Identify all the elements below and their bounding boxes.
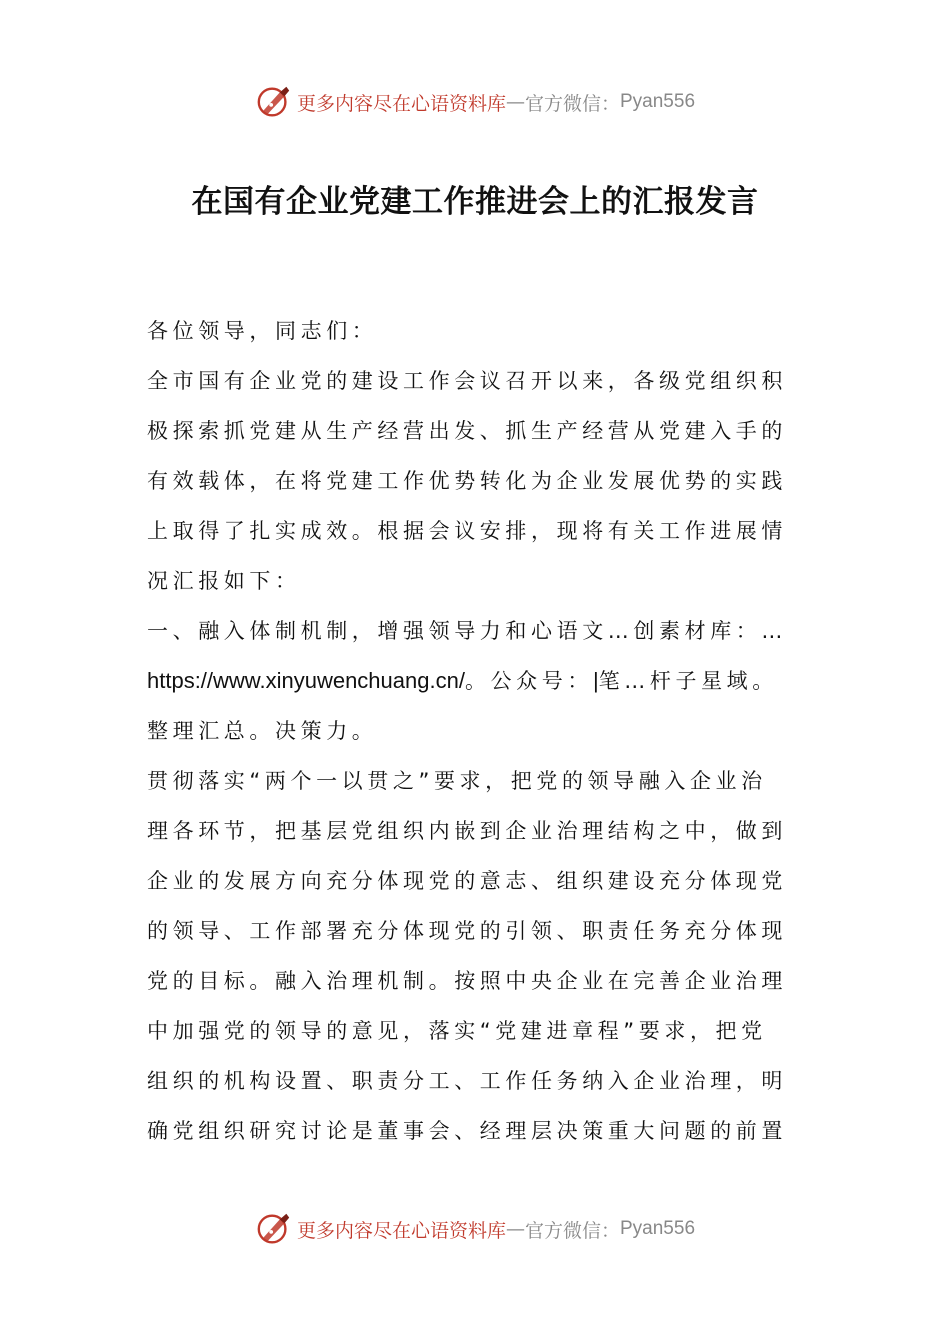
document-title: 在国有企业党建工作推进会上的汇报发言 bbox=[191, 184, 759, 220]
banner-wechat-label: 官方微信： bbox=[524, 92, 620, 115]
body-line: 确党组织研究讨论是董事会、经理层决策重大问题的前置 bbox=[147, 1119, 787, 1143]
url-line-rest: 。公众号： bbox=[464, 669, 593, 693]
banner-dash: — bbox=[505, 1218, 525, 1240]
body-line: 有效载体，在将党建工作优势转化为企业发展优势的实践 bbox=[147, 469, 787, 493]
pen-nib-logo-icon bbox=[255, 1210, 293, 1248]
body-line: 企业的发展方向充分体现党的意志、组织建设充分体现党 bbox=[147, 869, 787, 893]
banner-slogan: 更多内容尽在心语资料库 bbox=[296, 92, 506, 115]
banner-wechat-id: Pyan556 bbox=[620, 91, 696, 112]
banner-wechat-id: Pyan556 bbox=[620, 1218, 696, 1239]
website-link[interactable]: https://www.xinyuwenchuang.cn/ bbox=[147, 668, 465, 693]
pen-nib-logo-icon bbox=[255, 83, 293, 121]
body-line: 理各环节，把基层党组织内嵌到企业治理结构之中，做到 bbox=[147, 819, 787, 843]
body-line: 全市国有企业党的建设工作会议召开以来，各级党组织积 bbox=[147, 369, 787, 393]
header-banner bbox=[0, 82, 950, 122]
body-line: 中加强党的领导的意见，落实“党建进章程”要求，把党 bbox=[147, 1019, 767, 1043]
document-body bbox=[147, 306, 837, 1156]
body-line: 组织的机构设置、职责分工、工作任务纳入企业治理，明 bbox=[147, 1069, 787, 1093]
body-line: 况汇报如下： bbox=[147, 569, 301, 593]
body-line: 贯彻落实“两个一以贯之”要求，把党的领导融入企业治 bbox=[147, 769, 767, 793]
body-line: 党的目标。融入治理机制。按照中央企业在完善企业治理 bbox=[147, 969, 787, 993]
url-line bbox=[147, 656, 837, 706]
url-line-tail: 笔…杆子星域。 bbox=[598, 669, 778, 693]
body-line: 的领导、工作部署充分体现党的引领、职责任务充分体现 bbox=[147, 919, 787, 943]
body-line: 极探索抓党建从生产经营出发、抓生产经营从党建入手的 bbox=[147, 419, 787, 443]
banner-slogan: 更多内容尽在心语资料库 bbox=[296, 1219, 506, 1242]
body-line: 整理汇总。决策力。 bbox=[147, 719, 378, 743]
banner-wechat-label: 官方微信： bbox=[524, 1219, 620, 1242]
section-heading-1: 一、融入体制机制，增强领导力和心语文…创素材库：… bbox=[147, 619, 787, 643]
url-line-bar: | bbox=[592, 668, 599, 693]
footer-banner bbox=[0, 1209, 950, 1249]
body-line: 上取得了扎实成效。根据会议安排，现将有关工作进展情 bbox=[147, 519, 787, 543]
body-line: 各位领导，同志们： bbox=[147, 319, 378, 343]
banner-dash: — bbox=[505, 91, 525, 113]
